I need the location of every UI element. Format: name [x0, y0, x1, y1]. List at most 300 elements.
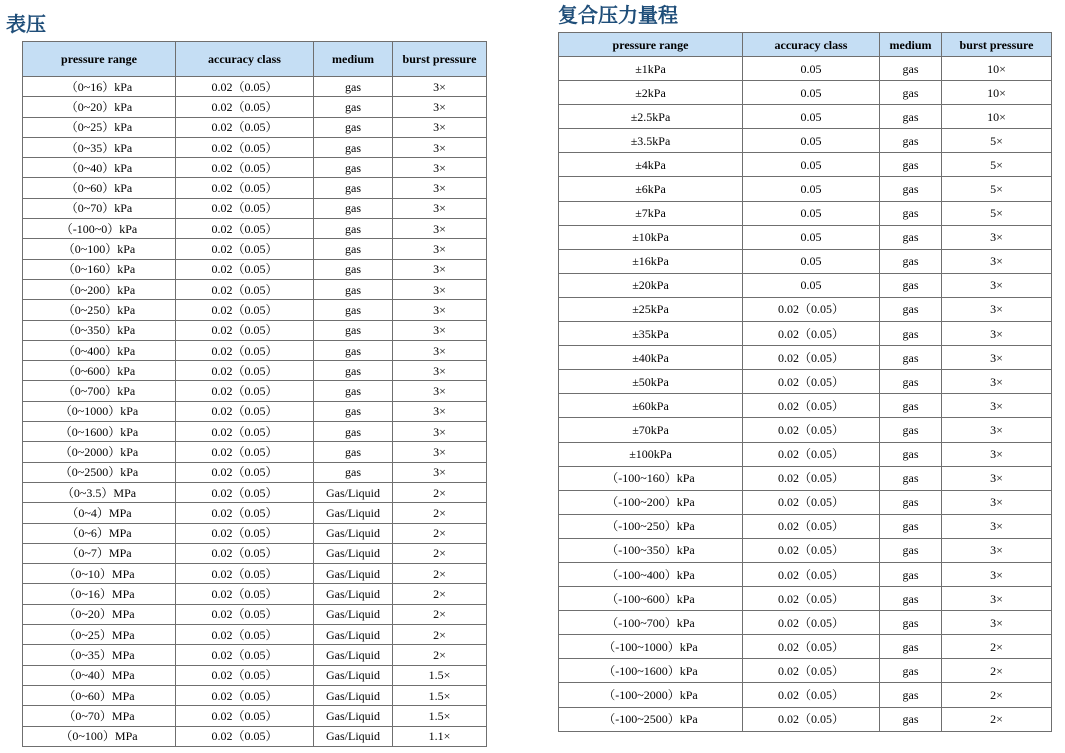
table-row — [23, 422, 487, 442]
cell-medium: gas — [880, 105, 942, 129]
cell-pressure-range: ±20kPa — [559, 273, 743, 297]
table-row — [23, 219, 487, 239]
cell-pressure-range: ±2kPa — [559, 81, 743, 105]
cell-pressure-range: ±70kPa — [559, 418, 743, 442]
table-row — [23, 198, 487, 218]
cell-medium: gas — [880, 394, 942, 418]
table-row — [23, 158, 487, 178]
cell-accuracy-class: 0.02（0.05） — [176, 117, 314, 137]
cell-burst-pressure: 3× — [942, 611, 1052, 635]
cell-pressure-range: ±3.5kPa — [559, 129, 743, 153]
cell-pressure-range: ±50kPa — [559, 370, 743, 394]
cell-medium: Gas/Liquid — [314, 543, 393, 563]
table-row — [559, 707, 1052, 731]
cell-accuracy-class: 0.02（0.05） — [176, 300, 314, 320]
cell-burst-pressure: 3× — [393, 219, 487, 239]
cell-accuracy-class: 0.02（0.05） — [176, 239, 314, 259]
cell-medium: Gas/Liquid — [314, 584, 393, 604]
cell-pressure-range: （0~1600）kPa — [23, 422, 176, 442]
cell-accuracy-class: 0.05 — [743, 177, 880, 201]
cell-accuracy-class: 0.02（0.05） — [743, 490, 880, 514]
cell-accuracy-class: 0.02（0.05） — [176, 665, 314, 685]
cell-medium: gas — [880, 659, 942, 683]
cell-burst-pressure: 2× — [942, 635, 1052, 659]
cell-pressure-range: （-100~350）kPa — [559, 538, 743, 562]
cell-pressure-range: （0~40）MPa — [23, 665, 176, 685]
table-row — [559, 370, 1052, 394]
table-row — [23, 442, 487, 462]
cell-burst-pressure: 3× — [942, 466, 1052, 490]
cell-burst-pressure: 10× — [942, 57, 1052, 81]
table-row — [23, 401, 487, 421]
cell-medium: gas — [880, 562, 942, 586]
cell-pressure-range: （-100~200）kPa — [559, 490, 743, 514]
cell-medium: gas — [314, 462, 393, 482]
cell-burst-pressure: 3× — [393, 422, 487, 442]
cell-accuracy-class: 0.02（0.05） — [176, 462, 314, 482]
cell-accuracy-class: 0.02（0.05） — [176, 564, 314, 584]
cell-medium: gas — [880, 346, 942, 370]
table-row — [559, 683, 1052, 707]
cell-pressure-range: （-100~250）kPa — [559, 514, 743, 538]
compound-pressure-table — [558, 32, 1052, 732]
cell-medium: gas — [314, 422, 393, 442]
cell-pressure-range: （0~3.5）MPa — [23, 482, 176, 502]
cell-accuracy-class: 0.02（0.05） — [743, 587, 880, 611]
cell-medium: gas — [880, 538, 942, 562]
cell-medium: gas — [880, 490, 942, 514]
cell-burst-pressure: 3× — [393, 340, 487, 360]
cell-medium: Gas/Liquid — [314, 523, 393, 543]
cell-pressure-range: ±35kPa — [559, 322, 743, 346]
table-header-row — [23, 42, 487, 77]
table-row — [23, 77, 487, 97]
table-row — [559, 177, 1052, 201]
table-row — [23, 117, 487, 137]
table-row — [23, 584, 487, 604]
cell-medium: gas — [880, 707, 942, 731]
cell-accuracy-class: 0.02（0.05） — [743, 442, 880, 466]
cell-medium: gas — [880, 635, 942, 659]
cell-burst-pressure: 1.5× — [393, 665, 487, 685]
table-row — [23, 320, 487, 340]
cell-medium: gas — [880, 370, 942, 394]
cell-accuracy-class: 0.02（0.05） — [743, 297, 880, 321]
cell-burst-pressure: 3× — [393, 117, 487, 137]
cell-medium: gas — [880, 129, 942, 153]
table-row — [559, 490, 1052, 514]
table-row — [559, 322, 1052, 346]
cell-accuracy-class: 0.02（0.05） — [176, 604, 314, 624]
cell-pressure-range: （0~700）kPa — [23, 381, 176, 401]
table-row — [23, 381, 487, 401]
cell-pressure-range: （0~20）MPa — [23, 604, 176, 624]
table-row — [23, 178, 487, 198]
cell-accuracy-class: 0.05 — [743, 81, 880, 105]
cell-pressure-range: （0~350）kPa — [23, 320, 176, 340]
cell-medium: gas — [880, 514, 942, 538]
cell-pressure-range: （-100~1000）kPa — [559, 635, 743, 659]
cell-pressure-range: （0~25）kPa — [23, 117, 176, 137]
cell-accuracy-class: 0.02（0.05） — [176, 381, 314, 401]
cell-medium: Gas/Liquid — [314, 726, 393, 746]
header-accuracy-class: accuracy class — [176, 42, 314, 77]
cell-accuracy-class: 0.02（0.05） — [176, 685, 314, 705]
cell-burst-pressure: 3× — [393, 442, 487, 462]
cell-pressure-range: （0~200）kPa — [23, 279, 176, 299]
table-row — [559, 418, 1052, 442]
cell-burst-pressure: 3× — [393, 300, 487, 320]
table-row — [23, 543, 487, 563]
cell-accuracy-class: 0.02（0.05） — [743, 514, 880, 538]
cell-accuracy-class: 0.05 — [743, 249, 880, 273]
cell-burst-pressure: 2× — [942, 707, 1052, 731]
cell-burst-pressure: 3× — [942, 490, 1052, 514]
table-row — [559, 346, 1052, 370]
cell-medium: gas — [880, 683, 942, 707]
cell-burst-pressure: 5× — [942, 153, 1052, 177]
table-row — [23, 685, 487, 705]
table-row — [23, 604, 487, 624]
cell-medium: gas — [880, 297, 942, 321]
cell-burst-pressure: 3× — [942, 249, 1052, 273]
table-row — [559, 611, 1052, 635]
cell-medium: gas — [880, 201, 942, 225]
cell-accuracy-class: 0.02（0.05） — [743, 370, 880, 394]
cell-medium: gas — [314, 178, 393, 198]
table-row — [23, 361, 487, 381]
cell-burst-pressure: 2× — [393, 645, 487, 665]
cell-pressure-range: （-100~2500）kPa — [559, 707, 743, 731]
cell-pressure-range: （0~20）kPa — [23, 97, 176, 117]
cell-pressure-range: （0~35）kPa — [23, 137, 176, 157]
cell-accuracy-class: 0.02（0.05） — [176, 259, 314, 279]
cell-burst-pressure: 3× — [393, 381, 487, 401]
cell-accuracy-class: 0.02（0.05） — [176, 97, 314, 117]
cell-medium: gas — [314, 117, 393, 137]
cell-medium: gas — [880, 249, 942, 273]
cell-medium: gas — [314, 97, 393, 117]
table-row — [559, 538, 1052, 562]
cell-medium: Gas/Liquid — [314, 604, 393, 624]
table-row — [559, 201, 1052, 225]
cell-accuracy-class: 0.02（0.05） — [743, 611, 880, 635]
table-row — [559, 394, 1052, 418]
cell-medium: gas — [880, 153, 942, 177]
cell-pressure-range: ±1kPa — [559, 57, 743, 81]
cell-accuracy-class: 0.02（0.05） — [176, 178, 314, 198]
cell-accuracy-class: 0.05 — [743, 129, 880, 153]
cell-accuracy-class: 0.02（0.05） — [176, 645, 314, 665]
cell-burst-pressure: 2× — [942, 683, 1052, 707]
cell-burst-pressure: 3× — [393, 97, 487, 117]
cell-accuracy-class: 0.02（0.05） — [743, 322, 880, 346]
cell-medium: gas — [314, 279, 393, 299]
cell-pressure-range: （0~7）MPa — [23, 543, 176, 563]
cell-pressure-range: ±2.5kPa — [559, 105, 743, 129]
cell-burst-pressure: 3× — [942, 538, 1052, 562]
cell-accuracy-class: 0.02（0.05） — [176, 523, 314, 543]
cell-medium: Gas/Liquid — [314, 482, 393, 502]
cell-pressure-range: （0~70）kPa — [23, 198, 176, 218]
cell-pressure-range: （0~6）MPa — [23, 523, 176, 543]
cell-pressure-range: （-100~160）kPa — [559, 466, 743, 490]
table-row — [559, 466, 1052, 490]
cell-pressure-range: （-100~0）kPa — [23, 219, 176, 239]
cell-pressure-range: （0~16）MPa — [23, 584, 176, 604]
cell-burst-pressure: 2× — [393, 564, 487, 584]
cell-pressure-range: ±7kPa — [559, 201, 743, 225]
cell-accuracy-class: 0.02（0.05） — [176, 442, 314, 462]
cell-pressure-range: （0~1000）kPa — [23, 401, 176, 421]
cell-burst-pressure: 3× — [942, 346, 1052, 370]
cell-medium: gas — [880, 322, 942, 346]
cell-burst-pressure: 3× — [942, 370, 1052, 394]
cell-medium: Gas/Liquid — [314, 503, 393, 523]
cell-accuracy-class: 0.02（0.05） — [176, 137, 314, 157]
cell-burst-pressure: 3× — [393, 77, 487, 97]
cell-pressure-range: （0~60）kPa — [23, 178, 176, 198]
cell-medium: gas — [880, 81, 942, 105]
table-row — [23, 564, 487, 584]
table-row — [23, 300, 487, 320]
cell-burst-pressure: 3× — [393, 158, 487, 178]
cell-burst-pressure: 3× — [942, 514, 1052, 538]
gauge-pressure-title: 表压 — [6, 12, 46, 36]
header-pressure-range: pressure range — [23, 42, 176, 77]
cell-pressure-range: （-100~700）kPa — [559, 611, 743, 635]
cell-medium: gas — [880, 177, 942, 201]
cell-accuracy-class: 0.02（0.05） — [743, 394, 880, 418]
cell-pressure-range: （0~100）MPa — [23, 726, 176, 746]
table-row — [559, 659, 1052, 683]
cell-medium: gas — [314, 77, 393, 97]
cell-pressure-range: ±40kPa — [559, 346, 743, 370]
table-row — [559, 442, 1052, 466]
cell-burst-pressure: 3× — [393, 279, 487, 299]
header-pressure-range: pressure range — [559, 33, 743, 57]
table-row — [23, 523, 487, 543]
cell-burst-pressure: 3× — [393, 178, 487, 198]
cell-medium: gas — [314, 401, 393, 421]
cell-pressure-range: （0~160）kPa — [23, 259, 176, 279]
cell-pressure-range: （0~16）kPa — [23, 77, 176, 97]
table-row — [559, 514, 1052, 538]
cell-burst-pressure: 3× — [393, 239, 487, 259]
table-row — [23, 482, 487, 502]
cell-pressure-range: （0~70）MPa — [23, 706, 176, 726]
cell-burst-pressure: 2× — [393, 625, 487, 645]
cell-medium: gas — [880, 442, 942, 466]
cell-medium: gas — [314, 219, 393, 239]
cell-burst-pressure: 3× — [942, 225, 1052, 249]
cell-accuracy-class: 0.02（0.05） — [176, 198, 314, 218]
table-row — [23, 259, 487, 279]
cell-burst-pressure: 10× — [942, 105, 1052, 129]
cell-accuracy-class: 0.02（0.05） — [176, 340, 314, 360]
table-row — [559, 273, 1052, 297]
cell-pressure-range: （0~10）MPa — [23, 564, 176, 584]
cell-burst-pressure: 3× — [942, 587, 1052, 611]
cell-burst-pressure: 2× — [393, 604, 487, 624]
cell-medium: gas — [314, 198, 393, 218]
cell-accuracy-class: 0.02（0.05） — [743, 659, 880, 683]
cell-accuracy-class: 0.02（0.05） — [176, 543, 314, 563]
cell-burst-pressure: 2× — [393, 523, 487, 543]
cell-burst-pressure: 2× — [393, 543, 487, 563]
cell-accuracy-class: 0.05 — [743, 273, 880, 297]
compound-pressure-title: 复合压力量程 — [558, 3, 678, 27]
table-row — [559, 57, 1052, 81]
cell-accuracy-class: 0.02（0.05） — [176, 320, 314, 340]
table-row — [559, 635, 1052, 659]
cell-accuracy-class: 0.05 — [743, 201, 880, 225]
cell-medium: gas — [880, 466, 942, 490]
table-row — [23, 239, 487, 259]
cell-burst-pressure: 1.5× — [393, 685, 487, 705]
cell-pressure-range: （0~2000）kPa — [23, 442, 176, 462]
table-row — [559, 105, 1052, 129]
table-header-row — [559, 33, 1052, 57]
cell-accuracy-class: 0.02（0.05） — [176, 584, 314, 604]
table-row — [559, 225, 1052, 249]
cell-accuracy-class: 0.02（0.05） — [176, 158, 314, 178]
cell-burst-pressure: 3× — [393, 137, 487, 157]
cell-pressure-range: ±60kPa — [559, 394, 743, 418]
cell-accuracy-class: 0.02（0.05） — [743, 466, 880, 490]
cell-burst-pressure: 3× — [393, 361, 487, 381]
header-accuracy-class: accuracy class — [743, 33, 880, 57]
table-row — [559, 562, 1052, 586]
cell-accuracy-class: 0.02（0.05） — [743, 707, 880, 731]
cell-accuracy-class: 0.02（0.05） — [176, 401, 314, 421]
cell-burst-pressure: 3× — [942, 562, 1052, 586]
cell-burst-pressure: 5× — [942, 129, 1052, 153]
cell-burst-pressure: 3× — [942, 394, 1052, 418]
cell-burst-pressure: 2× — [942, 659, 1052, 683]
cell-accuracy-class: 0.02（0.05） — [743, 562, 880, 586]
cell-burst-pressure: 3× — [393, 198, 487, 218]
header-medium: medium — [314, 42, 393, 77]
cell-accuracy-class: 0.02（0.05） — [176, 219, 314, 239]
cell-pressure-range: （0~2500）kPa — [23, 462, 176, 482]
cell-pressure-range: （0~100）kPa — [23, 239, 176, 259]
table-row — [23, 137, 487, 157]
cell-accuracy-class: 0.05 — [743, 105, 880, 129]
header-burst-pressure: burst pressure — [393, 42, 487, 77]
cell-medium: gas — [880, 57, 942, 81]
cell-pressure-range: （0~60）MPa — [23, 685, 176, 705]
cell-medium: gas — [314, 340, 393, 360]
cell-medium: gas — [880, 225, 942, 249]
cell-burst-pressure: 2× — [393, 584, 487, 604]
cell-medium: gas — [880, 587, 942, 611]
table-row — [559, 81, 1052, 105]
cell-accuracy-class: 0.02（0.05） — [176, 422, 314, 442]
cell-medium: Gas/Liquid — [314, 685, 393, 705]
table-row — [559, 153, 1052, 177]
cell-medium: gas — [314, 320, 393, 340]
cell-pressure-range: ±25kPa — [559, 297, 743, 321]
cell-accuracy-class: 0.02（0.05） — [176, 361, 314, 381]
cell-burst-pressure: 3× — [942, 442, 1052, 466]
cell-burst-pressure: 3× — [942, 297, 1052, 321]
cell-pressure-range: ±10kPa — [559, 225, 743, 249]
cell-pressure-range: （0~35）MPa — [23, 645, 176, 665]
table-row — [23, 279, 487, 299]
cell-medium: Gas/Liquid — [314, 706, 393, 726]
cell-burst-pressure: 3× — [942, 322, 1052, 346]
cell-medium: gas — [880, 273, 942, 297]
table-row — [559, 129, 1052, 153]
cell-burst-pressure: 5× — [942, 177, 1052, 201]
cell-pressure-range: ±6kPa — [559, 177, 743, 201]
gauge-pressure-table — [22, 41, 487, 747]
cell-medium: Gas/Liquid — [314, 564, 393, 584]
cell-pressure-range: ±4kPa — [559, 153, 743, 177]
table-row — [23, 665, 487, 685]
table-row — [559, 297, 1052, 321]
cell-pressure-range: （0~25）MPa — [23, 625, 176, 645]
cell-accuracy-class: 0.05 — [743, 225, 880, 249]
table-row — [23, 462, 487, 482]
table-row — [23, 726, 487, 746]
cell-burst-pressure: 3× — [942, 273, 1052, 297]
cell-medium: gas — [314, 239, 393, 259]
header-medium: medium — [880, 33, 942, 57]
cell-medium: gas — [314, 361, 393, 381]
table-row — [23, 706, 487, 726]
table-row — [559, 249, 1052, 273]
cell-accuracy-class: 0.02（0.05） — [743, 635, 880, 659]
cell-pressure-range: （-100~1600）kPa — [559, 659, 743, 683]
cell-accuracy-class: 0.02（0.05） — [176, 706, 314, 726]
cell-burst-pressure: 10× — [942, 81, 1052, 105]
header-burst-pressure: burst pressure — [942, 33, 1052, 57]
cell-pressure-range: （0~4）MPa — [23, 503, 176, 523]
cell-medium: Gas/Liquid — [314, 645, 393, 665]
cell-burst-pressure: 1.1× — [393, 726, 487, 746]
table-row — [23, 625, 487, 645]
table-row — [559, 587, 1052, 611]
cell-medium: gas — [314, 442, 393, 462]
cell-burst-pressure: 1.5× — [393, 706, 487, 726]
cell-accuracy-class: 0.02（0.05） — [176, 77, 314, 97]
cell-pressure-range: （0~40）kPa — [23, 158, 176, 178]
cell-burst-pressure: 2× — [393, 482, 487, 502]
cell-burst-pressure: 3× — [393, 320, 487, 340]
cell-accuracy-class: 0.02（0.05） — [176, 279, 314, 299]
cell-medium: gas — [314, 300, 393, 320]
cell-accuracy-class: 0.02（0.05） — [176, 503, 314, 523]
cell-accuracy-class: 0.05 — [743, 57, 880, 81]
cell-pressure-range: （0~250）kPa — [23, 300, 176, 320]
cell-medium: gas — [314, 381, 393, 401]
cell-burst-pressure: 5× — [942, 201, 1052, 225]
table-row — [23, 340, 487, 360]
cell-pressure-range: ±100kPa — [559, 442, 743, 466]
cell-burst-pressure: 2× — [393, 503, 487, 523]
cell-accuracy-class: 0.02（0.05） — [743, 683, 880, 707]
cell-medium: Gas/Liquid — [314, 625, 393, 645]
table-row — [23, 645, 487, 665]
cell-medium: gas — [314, 137, 393, 157]
cell-medium: Gas/Liquid — [314, 665, 393, 685]
cell-pressure-range: ±16kPa — [559, 249, 743, 273]
cell-accuracy-class: 0.02（0.05） — [743, 538, 880, 562]
cell-pressure-range: （0~400）kPa — [23, 340, 176, 360]
cell-accuracy-class: 0.02（0.05） — [176, 482, 314, 502]
